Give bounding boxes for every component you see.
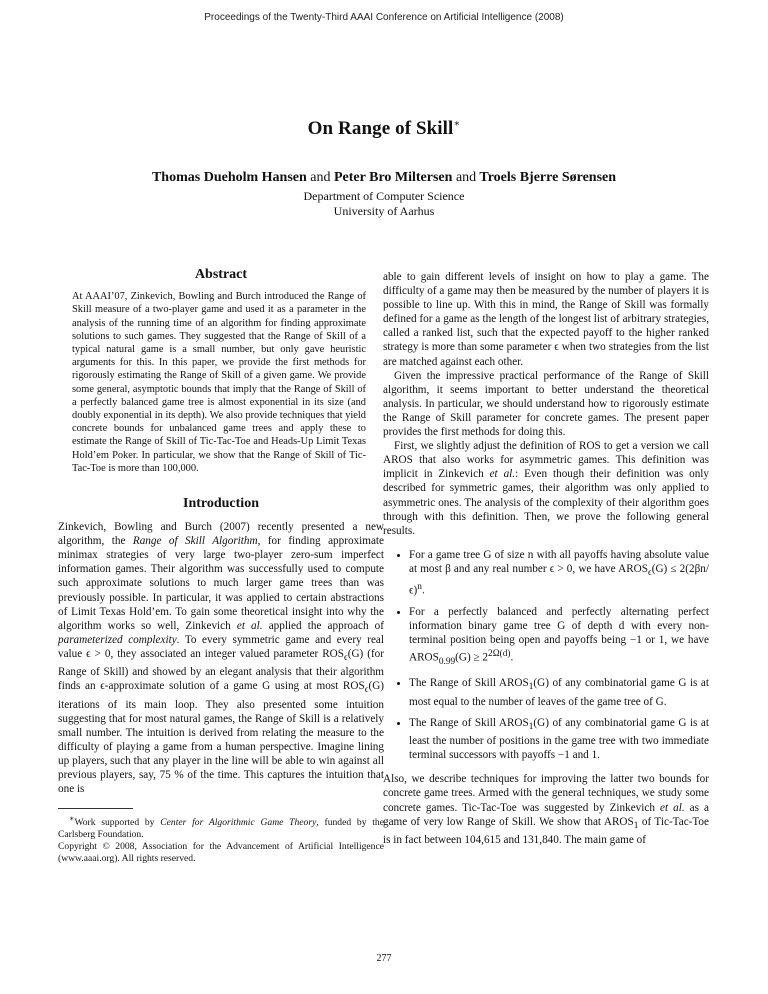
author-separator: and bbox=[310, 170, 331, 185]
result-item-3: • The Range of Skill $AROS_1(G)$ of any combinatorial game G is at most equal to the number of leaves of the game tree of G. bbox=[409, 676, 709, 708]
page-number: 277 bbox=[376, 953, 392, 964]
author-separator: and bbox=[455, 170, 477, 185]
title-footnote-mark: ∗ bbox=[453, 118, 461, 130]
results-list bbox=[383, 548, 709, 763]
intro-paragraph: Zinkevich, Bowling and Burch (2007) recently presented a new algorithm, the Range of Skill Algorithm, for finding approximate minimax strategies of very large two-player zero-sum imperfect information games. Their algorithm was successfully used to compute such approximate solutions to much larger game trees than was previously possible. In particular, it was applied to certain abstractions of Limit Texas Hold’em. To gain some theoretical insight into why the algorithm works so well, Zinkevich et al. applied the approach of parameterized complexity. To every symmetric game and every real value ϵ > 0, they associated an integer valued parameter $ROS_\epsilon(G)$ (for Range of Skill) and showed by an elegant analysis that their algorithm finds an ϵ-approximate solution of a game G using at most $ROS_\epsilon(G)$ iterations of its main loop. They also presented some intuition suggesting that for most natural games, the Range of Skill is a relatively small number. The intuition is derived from relating the measure to the difficulty of playing a game from a human perspective. Imagine lining up players, such that any player in the line will be able to win against all previous players, say, 75 % of the time. This captures the intuition that one is bbox=[58, 521, 385, 796]
abstract-body bbox=[58, 290, 384, 475]
right-paragraph-4: Also, we describe techniques for improving the latter two bounds for concrete game trees. Armed with the general techniques, we study some concrete games. Tic-Tac-Toe was suggested by Zinkevich et al. as a game of very low Range of Skill. We show that $AROS_1$ of Tic-Tac-Toe is in fact between 104,615 and 131,840. The main game of bbox=[383, 773, 709, 846]
footnote bbox=[58, 813, 384, 864]
footnote-funding: ∗Work supported by Center for Algorithmic Game Theory, funded by the Carlsberg Foundation. bbox=[58, 814, 384, 841]
result-item-1: • For a game tree G of size n with all payoffs having absolute value at most β and any real number ϵ > 0, we have $AROS_\epsilon(G) \le 2(2\beta n/\epsilon)^n$. bbox=[409, 548, 709, 598]
abstract-text: At AAAI’07, Zinkevich, Bowling and Burch introduced the Range of Skill measure of a two-player game and used it as a parameter in the analysis of the running time of an algorithm for finding approximate solutions to such games. They suggested that the Range of Skill of a typical natural game is a small number, but only gave heuristic arguments for this. In this paper, we provide the first methods for rigorously estimating the Range of Skill of a given game. We provide some general, asymptotic bounds that imply that the Range of Skill of a perfectly balanced game tree is almost exponential in its size (and doubly exponential in its depth). We also provide techniques that yield concrete bounds for unbalanced game trees and apply these to estimate the Range of Skill of Tic-Tac-Toe and Heads-Up Limit Texas Hold’em Poker. In particular, we show that the Range of Skill of Tic-Tac-Toe is more than 100,000. bbox=[72, 291, 366, 474]
result-item-2: • For a perfectly balanced and perfectly alternating perfect information binary game tree G of depth d with every non-terminal position being open and payoffs being −1 or 1, we have $AROS_{0.99}(G) \ge 2^{2\Omega(d)}$. bbox=[409, 605, 709, 669]
introduction-heading: Introduction bbox=[183, 495, 259, 511]
right-paragraph-1: able to gain different levels of insight on how to play a game. The difficulty of a game may then be measured by the number of players it is possible to line up. With this in mind, the Range of Skill was formally defined for a game as the length of the longest list of arbitrary strategies, called a ranked list, such that the expected payoff to the higher ranked strategy is more than some parameter ϵ when two strategies from the list are matched against each other. bbox=[383, 271, 709, 368]
title-text: On Range of Skill bbox=[307, 118, 454, 139]
author-3: Troels Bjerre Sørensen bbox=[479, 170, 617, 185]
footnote-divider bbox=[58, 808, 133, 809]
affiliation-university: University of Aarhus bbox=[333, 204, 435, 218]
right-paragraph-2: Given the impressive practical performance of the Range of Skill algorithm, it seems important to better understand the theoretical analysis. In particular, we should understand how to rigorously estimate the Range of Skill parameter for concrete games. The present paper provides the first methods for doing this. bbox=[383, 369, 709, 439]
left-column bbox=[58, 268, 384, 865]
abstract-heading: Abstract bbox=[194, 267, 248, 282]
author-2: Peter Bro Miltersen bbox=[334, 170, 453, 185]
right-paragraph-3: First, we slightly adjust the definition of ROS to get a version we call AROS that also works for asymmetric games. This definition was implicit in Zinkevich et al.: Even though their definition was only described for symmetric games, their algorithm was only applied to asymmetric ones. The analysis of the complexity of their algorithm goes through with this definition. Then, we prove the following general results. bbox=[383, 440, 709, 537]
running-head: Proceedings of the Twenty-Third AAAI Conference on Artificial Intelligence (2008) bbox=[204, 12, 564, 23]
author-1: Thomas Dueholm Hansen bbox=[151, 170, 307, 185]
affiliation-department: Department of Computer Science bbox=[303, 189, 465, 203]
paper-title bbox=[0, 118, 768, 140]
right-column bbox=[383, 270, 709, 847]
author-list bbox=[0, 170, 768, 186]
footnote-copyright: Copyright © 2008, Association for the Advancement of Artificial Intelligence (www.aaai.org). All rights reserved. bbox=[58, 841, 384, 864]
result-item-4: • The Range of Skill $AROS_1(G)$ of any combinatorial game G is at least the number of positions in the game tree with two immediate terminal successors with payoffs −1 and 1. bbox=[409, 716, 709, 763]
